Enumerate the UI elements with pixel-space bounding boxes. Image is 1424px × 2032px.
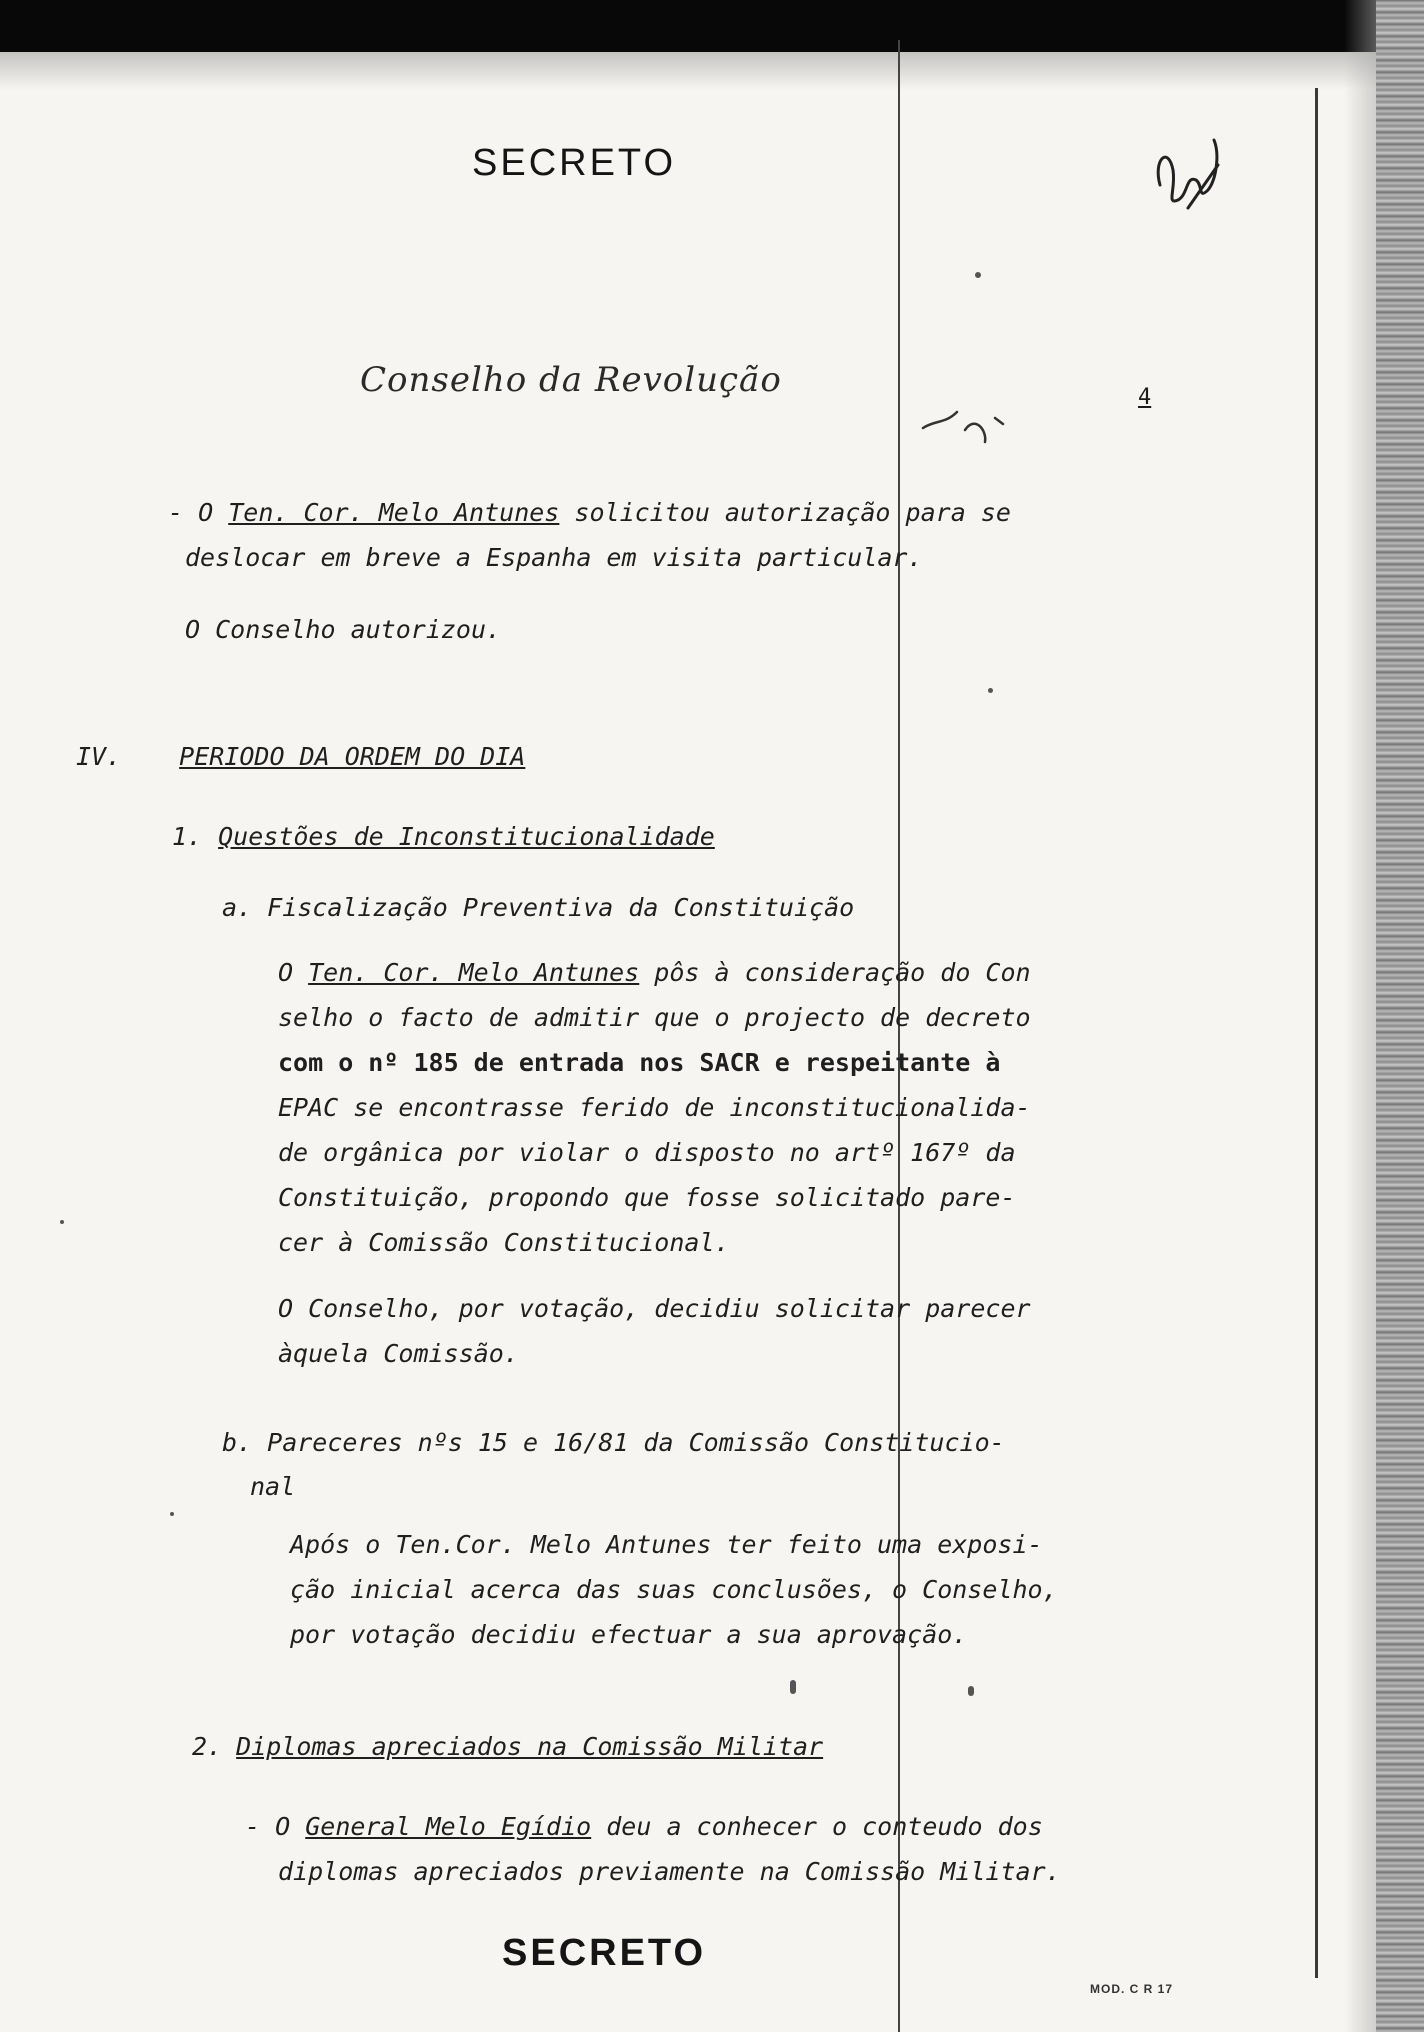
section-number: IV. bbox=[76, 742, 122, 771]
subsection-1-title: Questões de Inconstitucionalidade bbox=[218, 822, 715, 851]
person-name: General Melo Egídio bbox=[305, 1812, 592, 1841]
subsection-2-heading: 2. Diplomas apreciados na Comissão Militar bbox=[192, 1732, 824, 1761]
scan-shadow bbox=[0, 52, 1424, 90]
form-code: MOD. C R 17 bbox=[1090, 1982, 1174, 1996]
page-border-line bbox=[1315, 88, 1318, 1978]
subsection-1a-heading: a. Fiscalização Preventiva da Constituição bbox=[222, 893, 855, 922]
page-fold-line bbox=[898, 40, 900, 2032]
scan-speck bbox=[968, 1686, 974, 1696]
scan-speck bbox=[975, 272, 981, 278]
section-title: PERIODO DA ORDEM DO DIA bbox=[179, 742, 526, 771]
council-decision: O Conselho autorizou. bbox=[185, 615, 502, 644]
item-continuation: deslocar em breve a Espanha em visita particular. bbox=[185, 543, 923, 572]
subsection-2-title: Diplomas apreciados na Comissão Militar bbox=[236, 1732, 824, 1761]
para-1-line-3: com o nº 185 de entrada nos SACR e respeitante à bbox=[278, 1048, 1001, 1077]
person-name: Ten. Cor. Melo Antunes bbox=[308, 958, 640, 987]
list-dash: - bbox=[168, 498, 199, 527]
secret-stamp-top: SECRETO bbox=[472, 142, 677, 184]
scan-speck bbox=[790, 1680, 796, 1694]
para-1-line-6: Constituição, propondo que fosse solicitado pare- bbox=[278, 1183, 1016, 1212]
para-3-line-2: ção inicial acerca das suas conclusões, o Conselho, bbox=[290, 1575, 1058, 1604]
para-3-line-1: Após o Ten.Cor. Melo Antunes ter feito uma exposi- bbox=[290, 1530, 1043, 1559]
handwritten-mark-icon bbox=[915, 390, 1025, 450]
section-heading bbox=[76, 742, 525, 771]
list-dash: - bbox=[245, 1812, 276, 1841]
para-4-line-2: diplomas apreciados previamente na Comissão Militar. bbox=[278, 1857, 1061, 1886]
person-name: Ten. Cor. Melo Antunes bbox=[228, 498, 560, 527]
para-1-line-7: cer à Comissão Constitucional. bbox=[278, 1228, 730, 1257]
para-1-line-5: de orgânica por violar o disposto no artº 167º da bbox=[278, 1138, 1016, 1167]
scan-speck bbox=[60, 1220, 64, 1224]
subsection-1-heading: 1. Questões de Inconstitucionalidade bbox=[172, 822, 715, 851]
para-1-line-2: selho o facto de admitir que o projecto de decreto bbox=[278, 1003, 1031, 1032]
item-melo-antunes-travel: - O Ten. Cor. Melo Antunes solicitou autorização para se bbox=[168, 498, 1011, 527]
para-3-line-3: por votação decidiu efectuar a sua aprovação. bbox=[290, 1620, 968, 1649]
signature-icon bbox=[1148, 130, 1228, 220]
scan-speck bbox=[988, 688, 993, 693]
page-number: 4 bbox=[1138, 385, 1152, 410]
letterhead: Conselho da Revolução bbox=[360, 360, 782, 400]
scan-right-edge bbox=[1376, 0, 1424, 2032]
para-1-line-1: O Ten. Cor. Melo Antunes pôs à consideração do Con bbox=[278, 958, 1031, 987]
para-4-line-1: - O General Melo Egídio deu a conhecer o conteudo dos bbox=[245, 1812, 1043, 1841]
subsection-1b-line-1: b. Pareceres nºs 15 e 16/81 da Comissão Constitucio- bbox=[222, 1428, 1005, 1457]
scan-top-edge bbox=[0, 0, 1424, 52]
para-2-line-2: àquela Comissão. bbox=[278, 1339, 519, 1368]
para-1-line-4: EPAC se encontrasse ferido de inconstitucionalida- bbox=[278, 1093, 1031, 1122]
para-2-line-1: O Conselho, por votação, decidiu solicitar parecer bbox=[278, 1294, 1031, 1323]
secret-stamp-bottom: SECRETO bbox=[502, 1932, 707, 1974]
scan-speck bbox=[170, 1512, 174, 1516]
subsection-1b-line-2: nal bbox=[250, 1472, 296, 1501]
scan-edge-shadow bbox=[1344, 0, 1376, 2032]
